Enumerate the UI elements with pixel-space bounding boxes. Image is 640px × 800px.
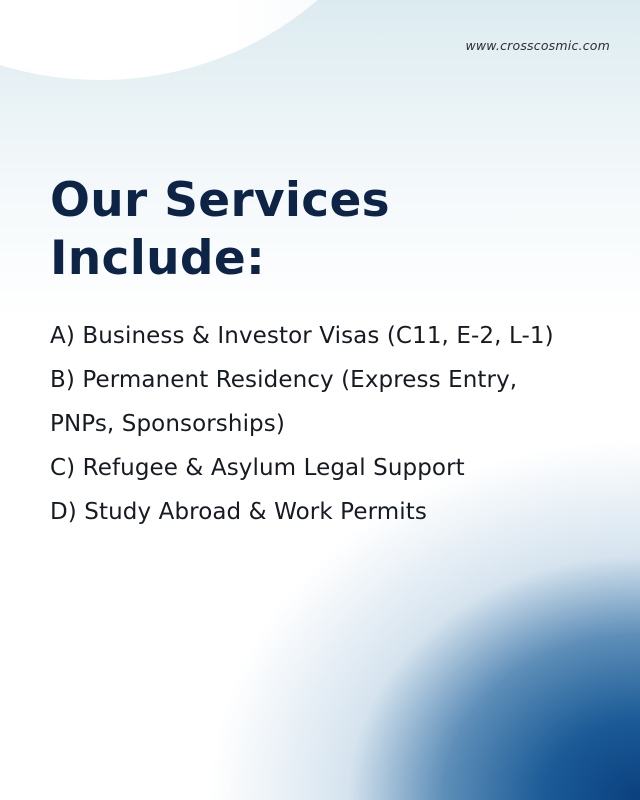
- service-item-c: C) Refugee & Asylum Legal Support: [50, 455, 465, 481]
- title-line-1: Our Services: [50, 173, 390, 228]
- title-line-2: Include:: [50, 231, 266, 286]
- service-item-b: B) Permanent Residency (Express Entry,: [50, 367, 518, 393]
- service-item-b-continued: PNPs, Sponsorships): [50, 411, 285, 437]
- page-title: [50, 172, 610, 288]
- service-item-d: D) Study Abroad & Work Permits: [50, 499, 427, 525]
- service-item-a: A) Business & Investor Visas (C11, E-2, L-1): [50, 323, 554, 349]
- decorative-arc: [0, 0, 420, 80]
- website-url: www.crosscosmic.com: [465, 38, 610, 53]
- services-list: [50, 314, 620, 534]
